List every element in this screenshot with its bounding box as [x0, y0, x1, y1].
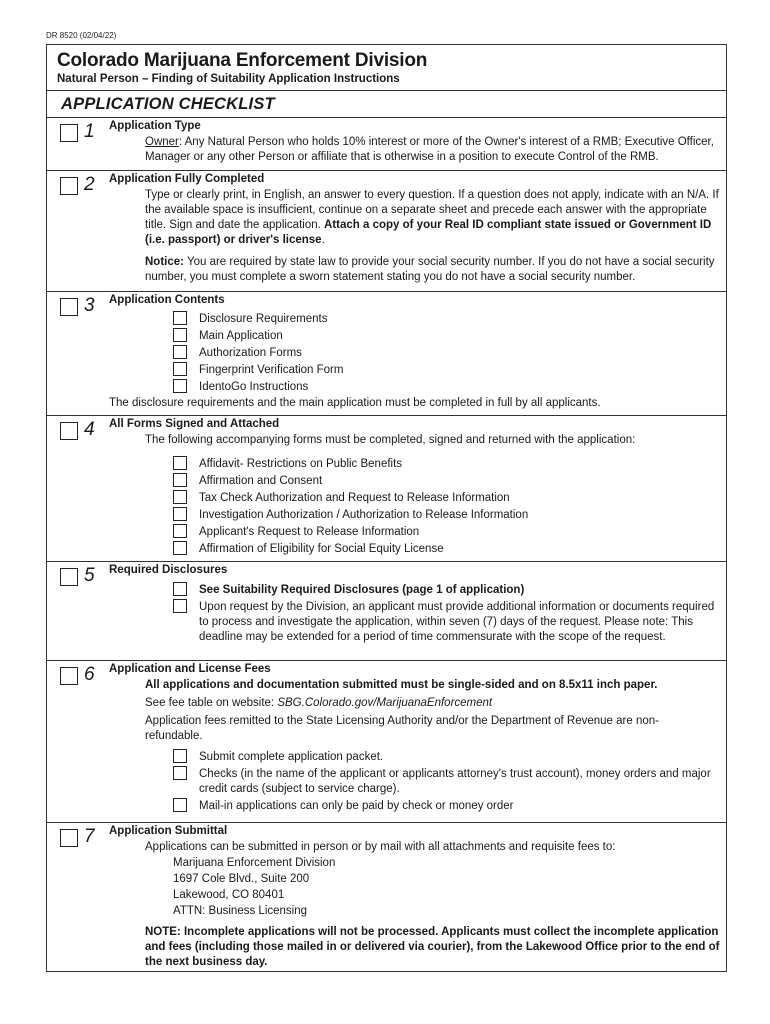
address-line: ATTN: Business Licensing	[173, 905, 308, 917]
fee-table-line	[145, 696, 723, 711]
section-2-instructions: Type or clearly print, in English, an answer to every question. If a question does not apply, indicate with an N/A. If the available space is insufficient, continue on a separate sheet and precede each answer with the appropriate title. Sign and date the application.	[145, 189, 719, 231]
section-6	[47, 660, 726, 822]
section-2-period: .	[321, 234, 325, 246]
form-checkbox[interactable]	[173, 541, 187, 555]
fee-label: Submit complete application packet.	[199, 751, 384, 763]
disclosure-label: See Suitability Required Disclosures (page 1 of application)	[199, 584, 525, 596]
form-label: Affidavit- Restrictions on Public Benefits	[199, 458, 403, 470]
fee-label: Mail-in applications can only be paid by check or money order	[199, 800, 514, 812]
section-4-intro: The following accompanying forms must be completed, signed and returned with the application:	[145, 434, 636, 446]
section-2-number: 2	[84, 174, 95, 195]
contents-label: Fingerprint Verification Form	[199, 364, 344, 376]
checklist-frame	[46, 44, 727, 972]
section-1	[47, 117, 726, 170]
form-label: Applicant's Request to Release Information	[199, 526, 420, 538]
section-2-title: Application Fully Completed	[109, 173, 265, 185]
form-label: Tax Check Authorization and Request to Release Information	[199, 492, 510, 504]
section-3-title: Application Contents	[109, 294, 225, 306]
address-line: Lakewood, CO 80401	[173, 889, 285, 901]
form-checkbox[interactable]	[173, 507, 187, 521]
contents-label: Main Application	[199, 330, 283, 342]
form-label: Affirmation and Consent	[199, 475, 323, 487]
checklist-heading: APPLICATION CHECKLIST	[61, 95, 275, 113]
fee-checkbox[interactable]	[173, 749, 187, 763]
fee-table-prefix: See fee table on website:	[145, 697, 278, 709]
page-title: Colorado Marijuana Enforcement Division	[57, 50, 428, 71]
form-id: DR 8520 (02/04/22)	[46, 31, 117, 40]
section-3	[47, 291, 726, 415]
form-checkbox[interactable]	[173, 524, 187, 538]
disclosure-label: Upon request by the Division, an applicant must provide additional information or documents required to process and investigate the application, within seven (7) days of the request. Please note: This deadline may be extended for a period of time commensurate with the scope of the request.	[199, 601, 715, 643]
section-4	[47, 415, 726, 561]
section-5-number: 5	[84, 565, 95, 586]
contents-checkbox[interactable]	[173, 345, 187, 359]
section-7-title: Application Submittal	[109, 825, 228, 837]
contents-label: IdentoGo Instructions	[199, 381, 309, 393]
address-line: Marijuana Enforcement Division	[173, 857, 336, 869]
fee-table-link[interactable]: SBG.Colorado.gov/MarijuanaEnforcement	[277, 697, 493, 709]
section-7-checkbox[interactable]	[60, 829, 78, 847]
form-label: Investigation Authorization / Authorization to Release Information	[199, 509, 529, 521]
non-refundable-note: Application fees remitted to the State Licensing Authority and/or the Department of Revenue are non-refundable.	[145, 715, 659, 742]
form-checkbox[interactable]	[173, 490, 187, 504]
section-2	[47, 170, 726, 291]
section-2-checkbox[interactable]	[60, 177, 78, 195]
disclosure-checkbox[interactable]	[173, 599, 187, 613]
address-line: 1697 Cole Blvd., Suite 200	[173, 873, 310, 885]
form-checkbox[interactable]	[173, 473, 187, 487]
fee-checkbox[interactable]	[173, 766, 187, 780]
page-header	[47, 45, 726, 91]
section-7	[47, 822, 726, 972]
section-2-text	[145, 188, 723, 248]
contents-label: Disclosure Requirements	[199, 313, 328, 325]
section-1-text	[145, 135, 723, 165]
fee-label: Checks (in the name of the applicant or applicants attorney's trust account), money orders and major credit cards (subject to service charge).	[199, 768, 711, 795]
section-1-number: 1	[84, 121, 95, 142]
section-6-checkbox[interactable]	[60, 667, 78, 685]
page-subtitle: Natural Person – Finding of Suitability Application Instructions	[57, 73, 400, 85]
section-1-checkbox[interactable]	[60, 124, 78, 142]
section-4-number: 4	[84, 419, 95, 440]
contents-checkbox[interactable]	[173, 379, 187, 393]
section-2-id-requirement: Attach a copy of your Real ID compliant state issued or Government ID (i.e. passport) or driver's license	[145, 219, 712, 246]
form-checkbox[interactable]	[173, 456, 187, 470]
notice-label: Notice:	[145, 256, 184, 268]
notice-text: You are required by state law to provide your social security number. If you do not have a social security number, you must complete a sworn statement stating you do not have a social security number.	[145, 256, 715, 283]
contents-checkbox[interactable]	[173, 311, 187, 325]
section-6-title: Application and License Fees	[109, 663, 271, 675]
section-6-number: 6	[84, 664, 95, 685]
contents-label: Authorization Forms	[199, 347, 302, 359]
owner-label: Owner	[145, 136, 179, 148]
section-3-number: 3	[84, 295, 95, 316]
owner-description: : Any Natural Person who holds 10% interest or more of the Owner's interest of a RMB; Executive Officer, Manager or any other Person or affiliate that is otherwise in a position to execute Control of the RMB.	[145, 136, 714, 163]
fee-checkbox[interactable]	[173, 798, 187, 812]
section-2-notice	[145, 255, 723, 285]
paper-requirement: All applications and documentation submitted must be single-sided and on 8.5x11 inch paper.	[145, 679, 658, 691]
section-4-title: All Forms Signed and Attached	[109, 418, 280, 430]
section-7-intro: Applications can be submitted in person or by mail with all attachments and requisite fees to:	[145, 841, 616, 853]
section-1-title: Application Type	[109, 120, 201, 132]
incomplete-note: NOTE: Incomplete applications will not be processed. Applicants must collect the incomplete application and fees (including those mailed in or delivered via courier), from the Lakewood Office prior to the end of the next business day.	[145, 926, 720, 968]
section-5-title: Required Disclosures	[109, 564, 228, 576]
section-5	[47, 561, 726, 660]
contents-checkbox[interactable]	[173, 328, 187, 342]
section-7-number: 7	[84, 826, 95, 847]
section-5-checkbox[interactable]	[60, 568, 78, 586]
form-label: Affirmation of Eligibility for Social Equity License	[199, 543, 444, 555]
contents-checkbox[interactable]	[173, 362, 187, 376]
section-3-checkbox[interactable]	[60, 298, 78, 316]
section-4-checkbox[interactable]	[60, 422, 78, 440]
disclosure-checkbox[interactable]	[173, 582, 187, 596]
section-3-footer: The disclosure requirements and the main application must be completed in full by all applicants.	[109, 397, 601, 409]
